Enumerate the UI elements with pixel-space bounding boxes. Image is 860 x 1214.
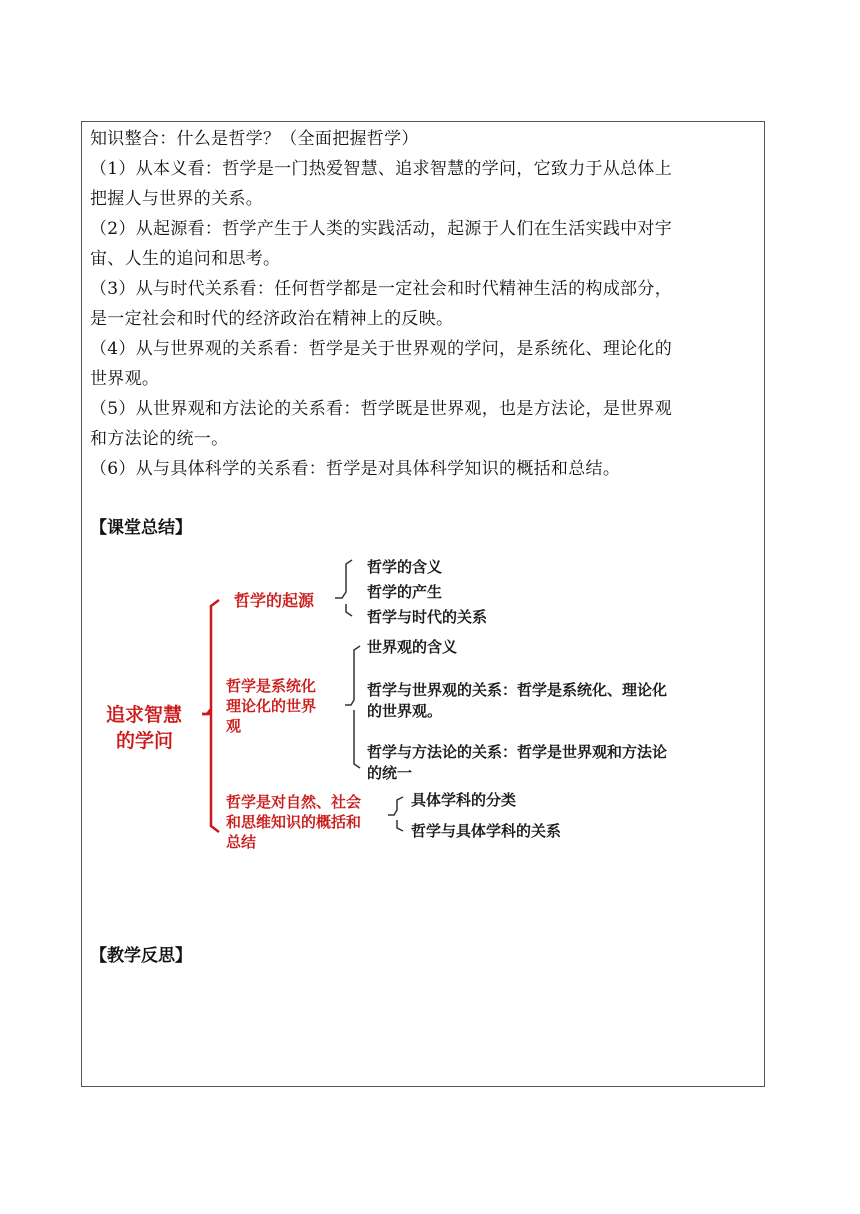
branch-worldview-item-3-line-2: 的统一 — [367, 764, 413, 782]
branch-worldview-item-3 — [367, 742, 667, 784]
branch-science-label-line-1: 哲学是对自然、社会 — [226, 793, 362, 811]
branch-origin-item-2: 哲学的产生 — [367, 583, 443, 601]
reflection-heading: 【教学反思】 — [90, 946, 192, 966]
summary-heading: 【课堂总结】 — [90, 518, 192, 538]
point-4-line-1: （4）从与世界观的关系看：哲学是关于世界观的学问，是系统化、理论化的 — [90, 339, 673, 359]
point-2-line-2: 宙、人生的追问和思考。 — [90, 249, 281, 269]
point-4-line-2: 世界观。 — [90, 369, 160, 389]
branch-science-label-line-2: 和思维知识的概括和 — [226, 813, 362, 831]
point-6-line-1: （6）从与具体科学的关系看：哲学是对具体科学知识的概括和总结。 — [90, 459, 621, 479]
branch-science-label-line-3: 总结 — [226, 833, 257, 851]
mindmap-root — [106, 702, 182, 754]
point-1-line-2: 把握人与世界的关系。 — [90, 189, 263, 209]
point-5-line-2: 和方法论的统一。 — [90, 429, 229, 449]
branch-worldview-label-line-2: 理论化的世界 — [226, 697, 317, 715]
branch-worldview-label — [226, 676, 316, 736]
branch-worldview-item-2-line-1: 哲学与世界观的关系：哲学是系统化、理论化 — [367, 681, 668, 699]
branch-origin-item-3: 哲学与时代的关系 — [367, 608, 488, 626]
branch-science-label — [226, 792, 361, 852]
point-2-line-1: （2）从起源看：哲学产生于人类的实践活动，起源于人们在生活实践中对宇 — [90, 219, 673, 239]
branch-origin-item-1: 哲学的含义 — [367, 558, 443, 576]
intro-line: 知识整合：什么是哲学？（全面把握哲学） — [90, 129, 419, 149]
branch-science-item-1: 具体学科的分类 — [411, 791, 517, 809]
point-3-line-1: （3）从与时代关系看：任何哲学都是一定社会和时代精神生活的构成部分， — [90, 279, 673, 299]
mindmap-root-line-1: 追求智慧 — [106, 704, 183, 726]
branch-worldview-item-3-line-1: 哲学与方法论的关系：哲学是世界观和方法论 — [367, 743, 668, 761]
branch-worldview-label-line-3: 观 — [226, 717, 242, 735]
branch-science-item-2: 哲学与具体学科的关系 — [411, 822, 562, 840]
branch-worldview-item-2 — [367, 680, 667, 722]
point-3-line-2: 是一定社会和时代的经济政治在精神上的反映。 — [90, 309, 454, 329]
branch-worldview-item-1: 世界观的含义 — [367, 638, 458, 656]
point-5-line-1: （5）从世界观和方法论的关系看：哲学既是世界观，也是方法论，是世界观 — [90, 399, 673, 419]
mindmap-root-line-2: 的学问 — [116, 730, 174, 752]
point-1-line-1: （1）从本义看：哲学是一门热爱智慧、追求智慧的学问，它致力于从总体上 — [90, 159, 673, 179]
branch-origin-label: 哲学的起源 — [234, 591, 315, 610]
branch-worldview-item-2-line-2: 的世界观。 — [367, 702, 443, 720]
branch-worldview-label-line-1: 哲学是系统化 — [226, 677, 317, 695]
